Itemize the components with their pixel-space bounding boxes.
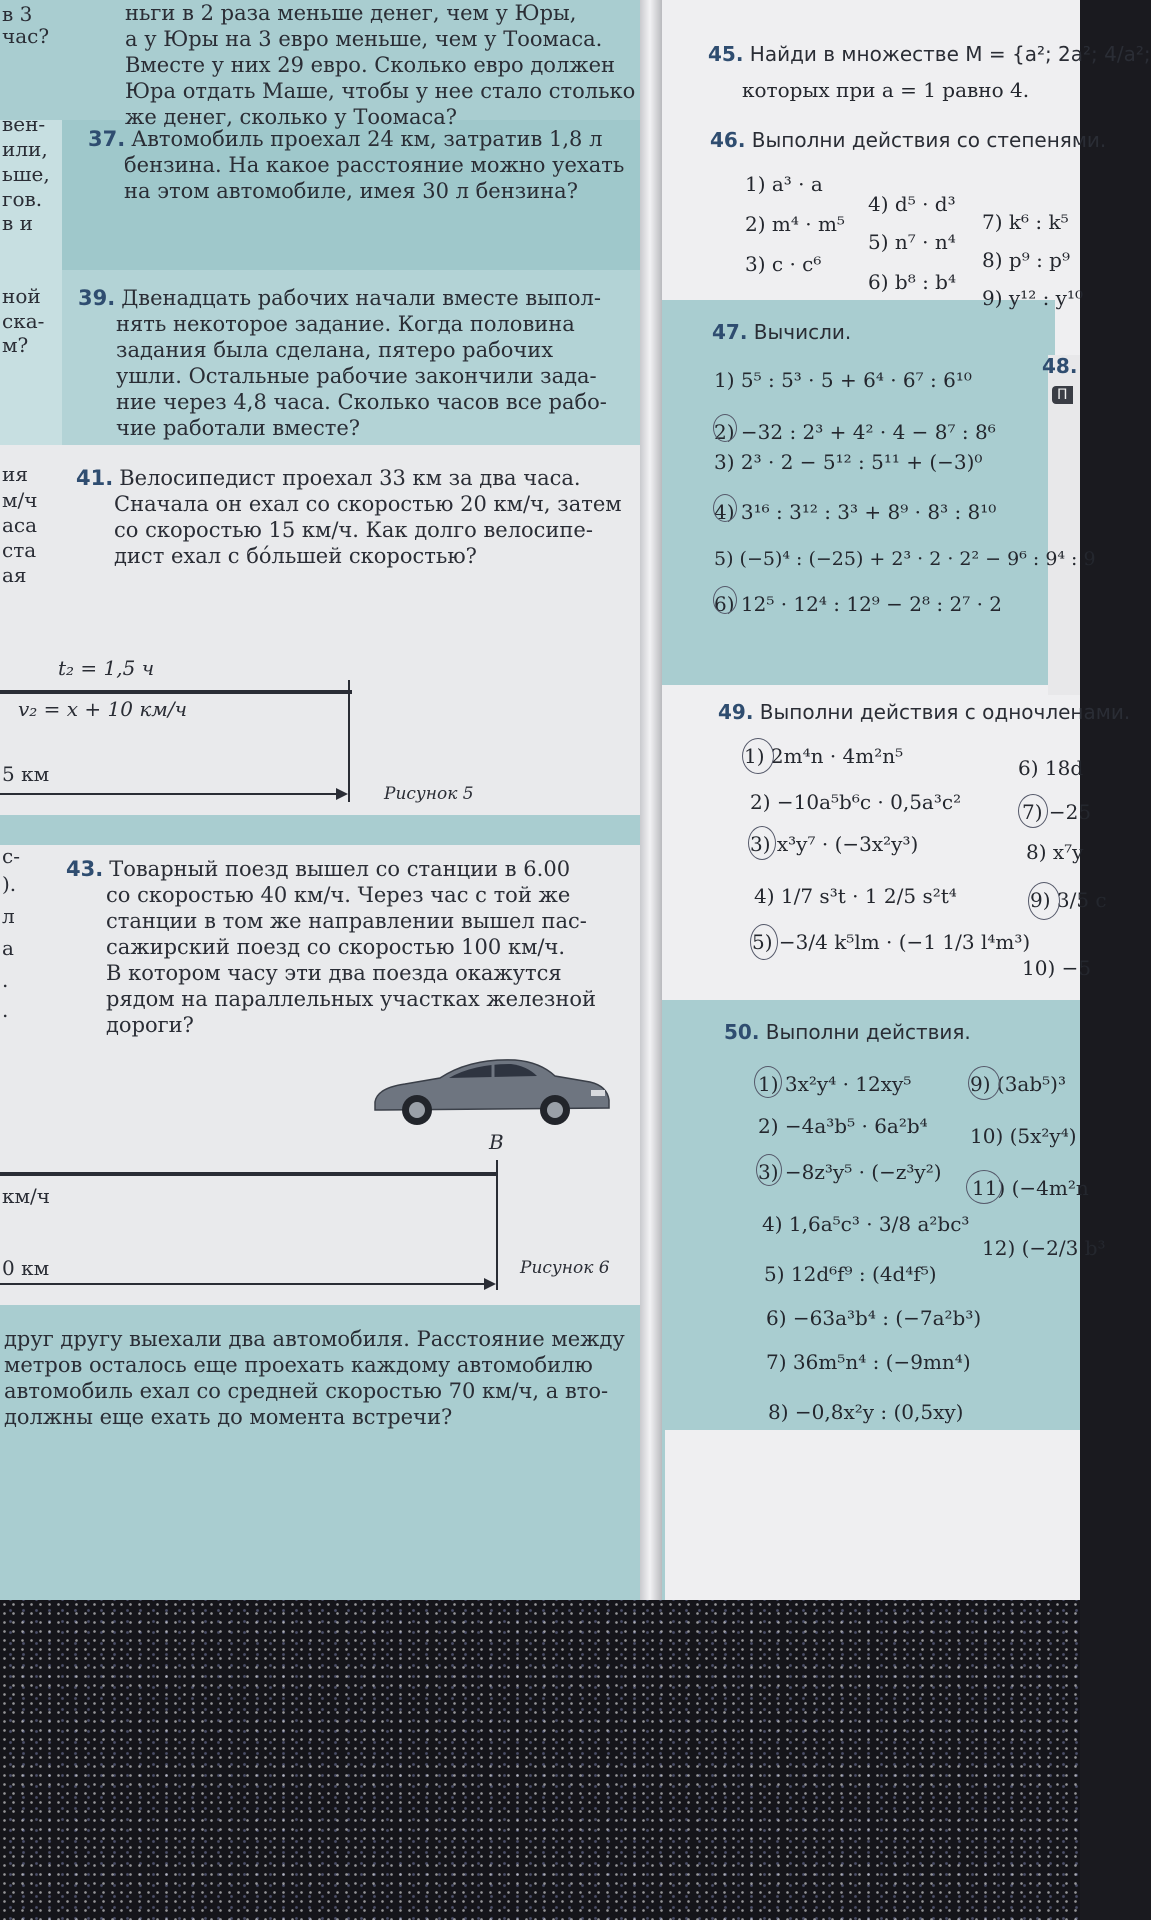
margin-fragment: с- [2,844,20,868]
right-band-47 [650,300,1055,685]
exercise-46-5: 5) n⁷ · n⁴ [868,230,956,254]
book-spine [640,0,662,1600]
margin-fragment: л [2,904,15,928]
margin-fragment: ьше, [2,162,50,186]
margin-fragment: ска- [2,309,45,333]
problem-top-text: ньги в 2 раза меньше денег, чем у Юры, а у Юры на 3 евро меньше, чем у Тоомаса. Вместе у них 29 евро. Сколько евро должен Юра отдать Маше, чтобы у нее стало столько же денег, сколько у Тоомаса? [125,1,636,129]
exercise-47-4: 4) 3¹⁶ : 3¹² : 3³ + 8⁹ · 8³ : 8¹⁰ [714,500,997,524]
problem-number: 41. [76,466,114,490]
exercise-49-2: 2) −10a⁵b⁶c · 0,5a³c² [750,790,962,814]
exercise-46-6: 6) b⁸ : b⁴ [868,270,956,294]
problem-49-title: 49. Выполни действия с одночленами. [718,700,1131,724]
exercise-50-4: 4) 1,6a⁵c³ · 3/8 a²bc³ [762,1212,970,1236]
exercise-47-2: 2) −32 : 2³ + 4² · 4 − 8⁷ : 8⁶ [714,420,996,444]
problem-41: 41. Велосипедист проехал 33 км за два часа. Сначала он ехал со скоростью 20 км/ч, затем со скоростью 15 км/ч. Как долго велосипе- дист ехал с бо́льшей скоростью? [76,466,622,568]
margin-fragment: а [2,936,14,960]
exercise-50-8: 8) −0,8x²y : (0,5xy) [768,1400,964,1424]
figure5-time-label: t₂ = 1,5 ч [58,656,155,680]
exercise-50-2: 2) −4a³b⁵ · 6a²b⁴ [758,1114,928,1138]
dark-fabric-background [0,1600,1080,1920]
exercise-49-6: 6) 18d [1018,756,1084,780]
pencil-circle-mark [713,494,737,522]
pencil-circle-mark [1018,794,1048,828]
pencil-circle-mark [713,414,737,442]
right-edge-strip [1048,355,1080,695]
exercise-46-4: 4) d⁵ · d³ [868,192,956,216]
exercise-49-9: 9) 3/5 c [1030,888,1107,912]
exercise-50-6: 6) −63a³b⁴ : (−7a²b³) [766,1306,982,1330]
arrow-head-icon [336,788,348,800]
problem-number: 37. [88,127,126,151]
exercise-49-3: 3) x³y⁷ · (−3x²y³) [750,832,919,856]
figure5-speed-label: v₂ = x + 10 км/ч [18,697,188,721]
arrow-head-icon [484,1278,496,1290]
left-band-divider [0,815,640,845]
exercise-50-5: 5) 12d⁶f⁹ : (4d⁴f⁵) [764,1262,937,1286]
margin-fragment: аса [2,513,38,537]
pencil-circle-mark [756,1154,782,1186]
figure5-end-marker [348,680,350,802]
margin-fragment: вен- [2,112,46,136]
problem-number: 49. [718,700,754,724]
exercise-47-6: 6) 12⁵ · 12⁴ : 12⁹ − 2⁸ : 2⁷ · 2 [714,592,1003,616]
exercise-47-3: 3) 2³ · 2 − 5¹² : 5¹¹ + (−3)⁰ [714,450,983,474]
margin-fragment: ной [2,284,41,308]
margin-fragment: м/ч [2,488,38,512]
pencil-circle-mark [742,738,774,774]
exercise-46-8: 8) p⁹ : p⁹ [982,248,1070,272]
pencil-circle-mark [968,1066,1000,1100]
exercise-49-10: 10) −5 [1022,956,1092,980]
margin-fragment: . [2,998,9,1022]
margin-fragment: ста [2,538,37,562]
margin-fragment: . [2,968,9,992]
margin-fragment: ). [2,872,17,896]
exercise-47-1: 1) 5⁵ : 5³ · 5 + 6⁴ · 6⁷ : 6¹⁰ [714,368,972,392]
figure6-end-marker [496,1160,498,1290]
exercise-50-11: 11) (−4m²n [972,1176,1089,1200]
problem-47-title: 47. Вычисли. [712,320,852,344]
problem-45-line1: 45. Найди в множестве M = {a²; 2a²; 4/a²; [708,42,1151,66]
figure6-distance-label: 0 км [2,1256,50,1280]
pencil-circle-mark [750,924,778,960]
problem-43: 43. Товарный поезд вышел со станции в 6.00 со скоростью 40 км/ч. Через час с той же станции в том же направлении вышел пас- сажирский поезд со скоростью 100 км/ч. В котором часу эти два поезда окажутся рядом на параллельных участках железной дороги? [66,857,596,1037]
pencil-circle-mark [713,586,737,614]
figure5-distance-arrow [0,793,340,795]
figure5-distance-label: 5 км [2,762,50,786]
problem-number: 50. [724,1020,760,1044]
figure6-speed-line [0,1172,498,1176]
problem-46-title: 46. Выполни действия со степенями. [710,128,1107,152]
margin-fragment: или, [2,137,48,161]
exercise-50-9: 9) (3ab⁵)³ [970,1072,1066,1096]
figure5-caption: Рисунок 5 [384,784,474,804]
problem-bottom-text: друг другу выехали два автомобиля. Расстояние между метров осталось еще проехать каждому автомобилю автомобиль ехал со средней скоростью 70 км/ч, а вто- должны еще ехать до момента встречи? [4,1327,625,1429]
car-illustration [365,1050,615,1130]
problem-number: 43. [66,857,104,881]
margin-fragment: в и [2,211,33,235]
exercise-49-8: 8) x⁷y [1026,840,1084,864]
problem-50-title: 50. Выполни действия. [724,1020,971,1044]
section-tab: П [1052,386,1073,404]
exercise-46-2: 2) m⁴ · m⁵ [745,212,845,236]
pencil-circle-mark [966,1170,1002,1204]
figure6-point-label: B [489,1130,504,1154]
pencil-circle-mark [748,826,776,860]
exercise-49-4: 4) 1/7 s³t · 1 2/5 s²t⁴ [754,884,957,908]
exercise-49-7: 7) −25 [1022,800,1092,824]
problem-number: 45. [708,42,744,66]
exercise-50-10: 10) (5x²y⁴) [970,1124,1077,1148]
exercise-49-1: 1) 2m⁴n · 4m²n⁵ [744,744,904,768]
pencil-circle-mark [1028,882,1060,920]
margin-fragment: час? [2,24,50,48]
exercise-46-7: 7) k⁶ : k⁵ [982,210,1069,234]
problem-39: 39. Двенадцать рабочих начали вместе выпол- нять некоторое задание. Когда половина задания была сделана, пятеро рабочих ушли. Остальные рабочие закончили зада- ние через 4,8 часа. Сколько часов все рабо- чие работали вместе? [78,286,607,440]
problem-number: 47. [712,320,748,344]
margin-fragment: м? [2,333,29,357]
exercise-49-5: 5) −3/4 k⁵lm · (−1 1/3 l⁴m³) [752,930,1031,954]
margin-fragment: в 3 [2,2,33,26]
problem-37: 37. Автомобиль проехал 24 км, затратив 1,8 л бензина. На какое расстояние можно уехать на этом автомобиле, имея 30 л бензина? [88,127,625,203]
margin-fragment: гов. [2,187,43,211]
problem-45-line2: которых при a = 1 равно 4. [742,78,1030,102]
exercise-46-9: 9) y¹² : y¹⁰ [982,286,1084,310]
figure6-caption: Рисунок 6 [520,1258,610,1278]
margin-fragment: ия [2,462,28,486]
problem-48-number: 48. [1042,354,1078,378]
figure6-speed-label: км/ч [2,1184,51,1208]
margin-fragment: ая [2,563,27,587]
exercise-50-3: 3) −8z³y⁵ · (−z³y²) [758,1160,942,1184]
exercise-46-3: 3) c · c⁶ [745,252,822,276]
exercise-50-1: 1) 3x²y⁴ · 12xy⁵ [758,1072,912,1096]
figure6-distance-arrow [0,1283,486,1285]
problem-number: 46. [710,128,746,152]
exercise-50-7: 7) 36m⁵n⁴ : (−9mn⁴) [766,1350,971,1374]
problem-number: 39. [78,286,116,310]
pencil-circle-mark [754,1066,782,1098]
exercise-50-12: 12) (−2/3 b³ [982,1236,1106,1260]
exercise-47-5: 5) (−5)⁴ : (−25) + 2³ · 2 · 2² − 9⁶ : 9⁴ : 9 [714,548,1096,570]
figure5-speed-line [0,690,352,694]
exercise-46-1: 1) a³ · a [745,172,823,196]
